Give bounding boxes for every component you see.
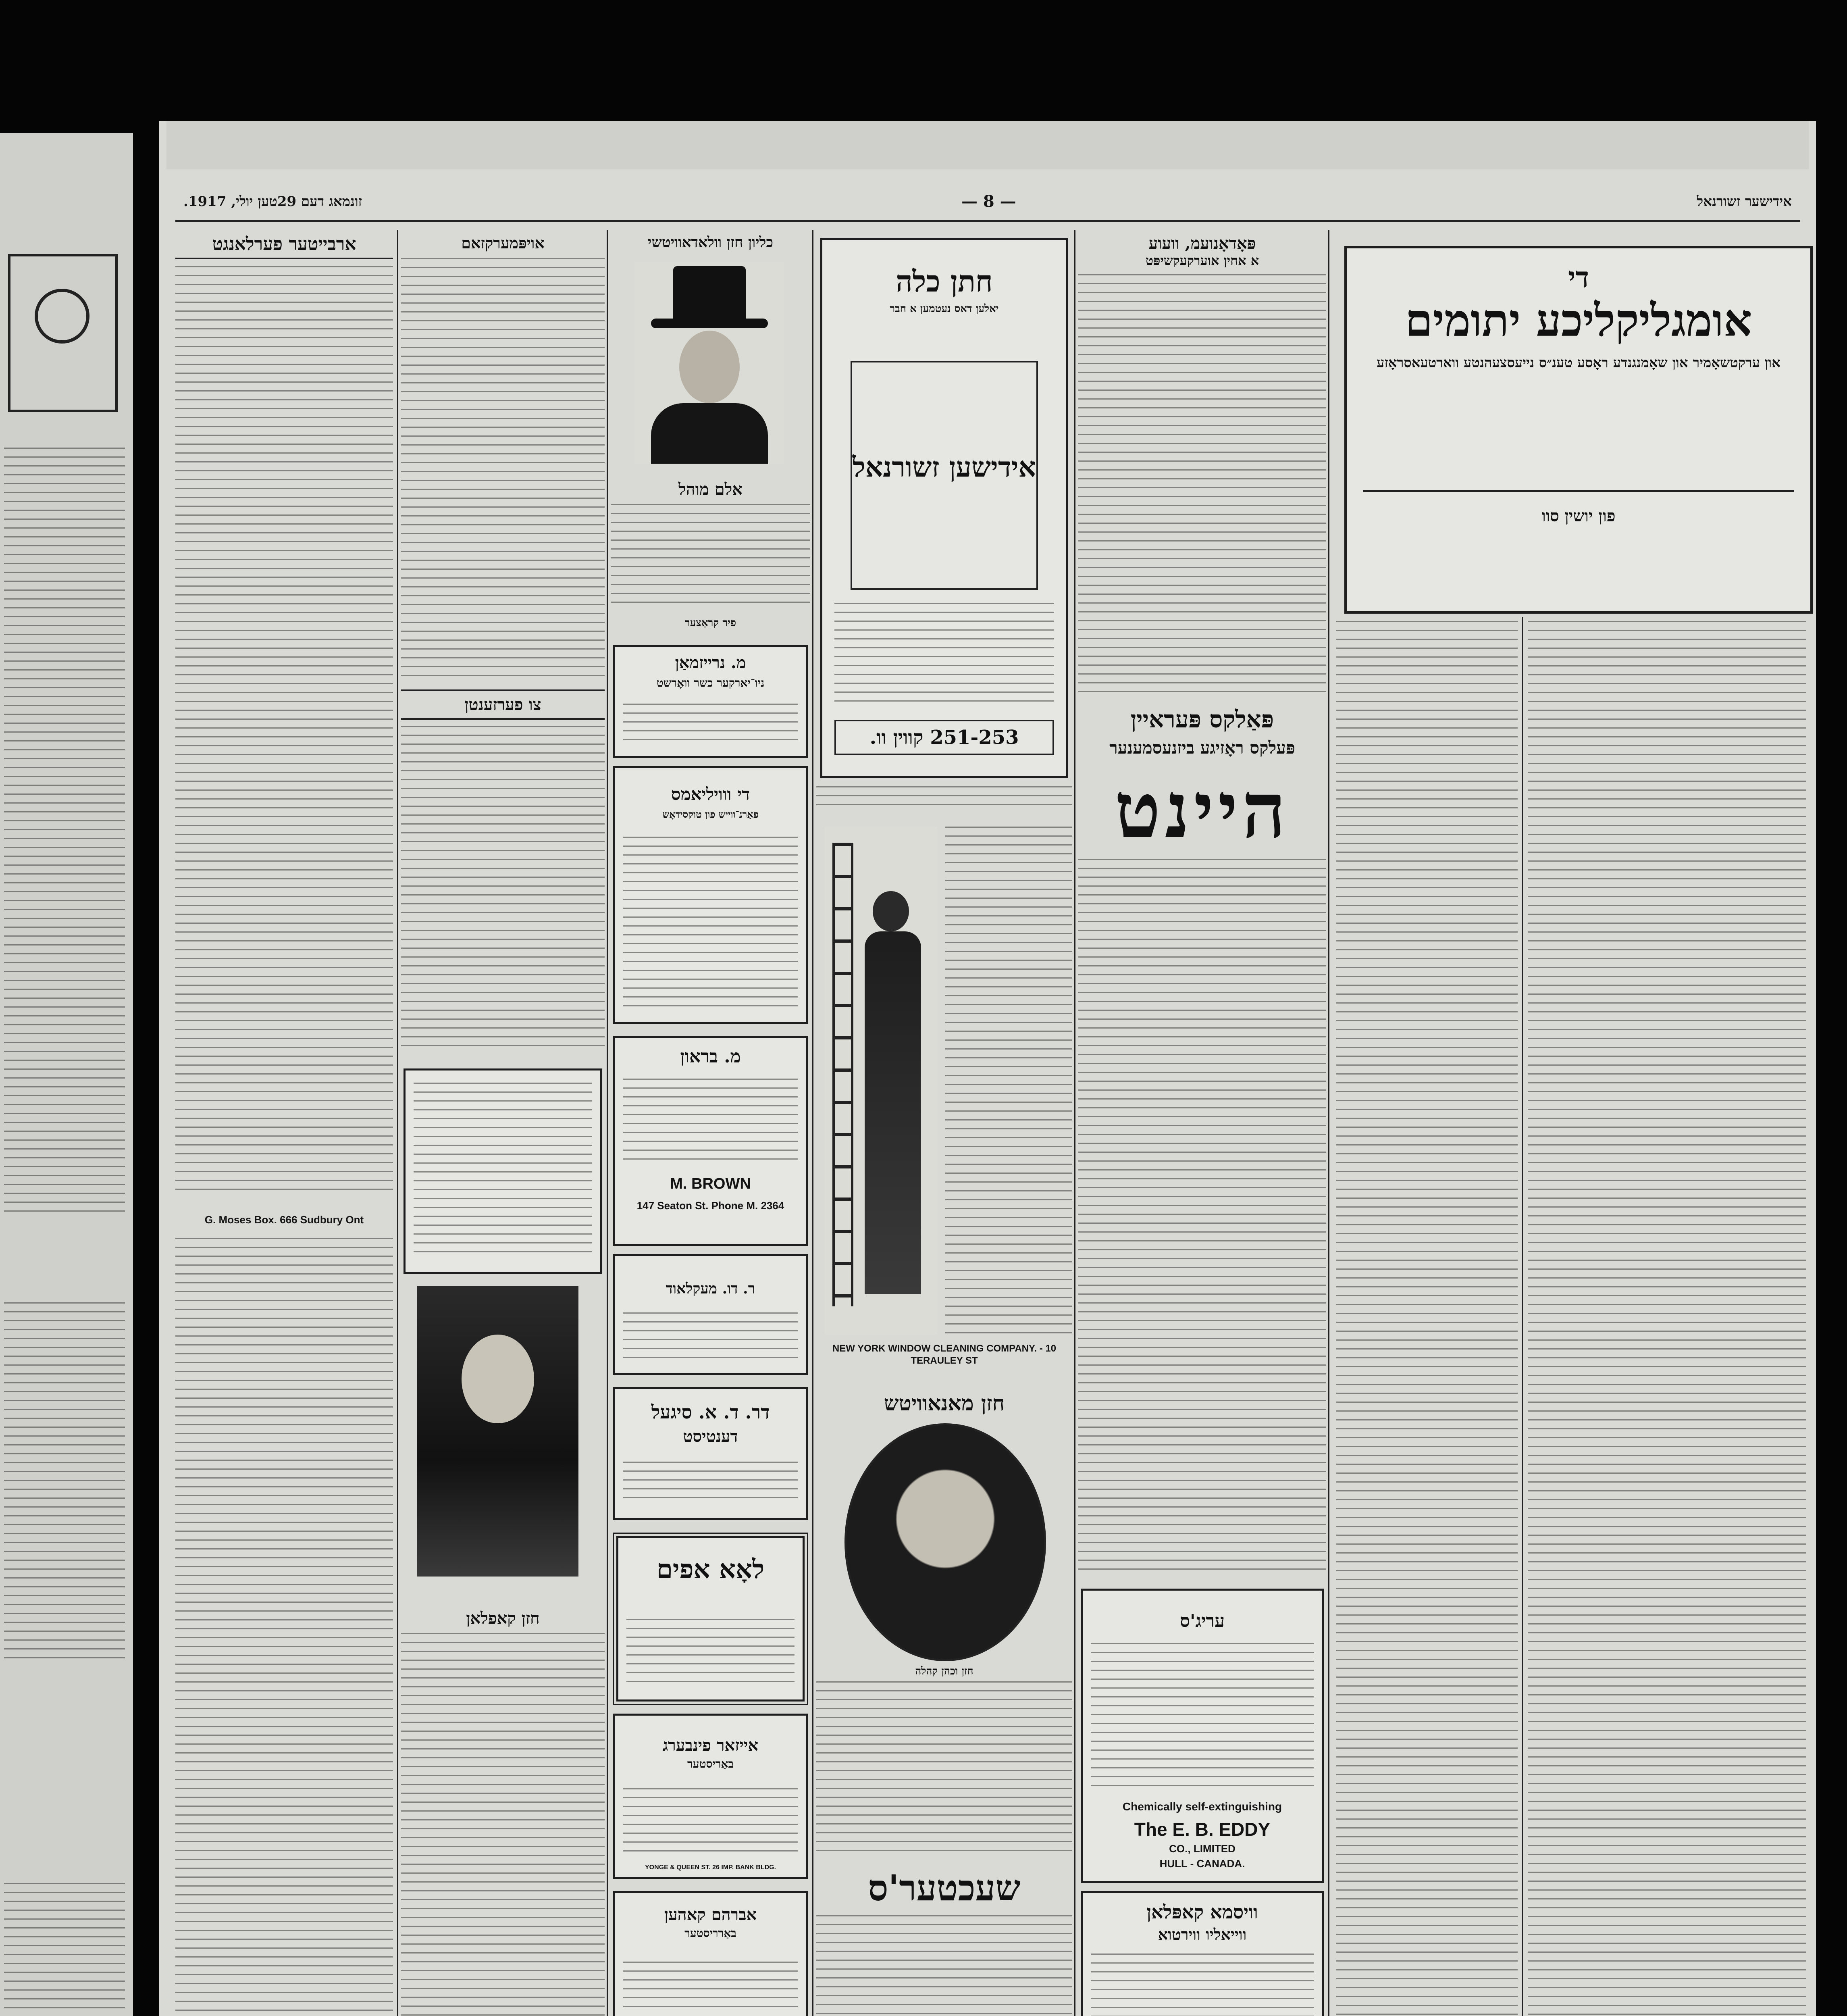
eddy-city: HULL - CANADA. [1159,1858,1245,1870]
shekter-heading: שעכטער'ס [868,1867,1021,1909]
portrait-face [462,1335,534,1423]
portrait-photo [417,1286,578,1577]
bridal-heading: חתן כלה [896,264,993,298]
cleveland-title: היינט [1114,765,1290,855]
dedication-line: פּעלקס ראָזיגע ביזנעסמענער [1109,738,1295,758]
finberg-ad [613,1714,808,1879]
siegel-name: דר. ד. א. סיגעל [651,1401,770,1423]
brown-english-name: M. BROWN [670,1175,751,1192]
finberg-address: YONGE & QUEEN ST. 26 IMP. BANK BLDG. [645,1864,776,1871]
journal-title: אידישען זשורנאל [852,451,1036,483]
lanfer-ad [616,1536,805,1702]
kosher-ad [613,645,808,758]
newspaper-page [159,121,1816,2016]
tophat-phone: פיר קראַצער [684,617,736,629]
cuisine-subheading: ווייאליו ווירטוא [1158,1925,1247,1943]
eddy-ad [1081,1589,1324,1883]
column-heading: פּאָדאָנועמ, וועוע [1148,234,1256,253]
williams-ad [613,766,808,1024]
journal-phone: 251-253 קווין וו. [834,720,1054,755]
siegel-title: דענטיסט [683,1427,738,1446]
masthead-page-number: — 8 — [961,192,1016,211]
hazan-heading: חזן מאנאוויטש [884,1391,1005,1416]
window-cleaner-illustration [824,827,937,1335]
tophat-header: כליון חזן וולאדאוויטשי [647,234,774,251]
column-divider [1522,617,1523,2016]
center-column [816,230,1072,2016]
opportunity-column [401,230,605,2016]
wanted-heading: צו פערזענטן [401,689,605,720]
mustached-face [679,331,740,403]
classifieds-column [175,230,393,2016]
orphans-heading-box [1344,246,1813,614]
tophat-column [611,230,810,2016]
ladder-icon [832,843,853,1306]
williams-desc: פאַרנ־ווייש פון טוקסידאָש [662,808,759,820]
brown-ad [613,1036,808,1246]
siegel-ad [613,1387,808,1520]
hazan-caption: חזן וכהן קהלה [915,1665,973,1677]
finberg-name: אייזאר פינבערג [662,1736,759,1755]
flower-ornament-icon [35,289,89,344]
eddy-limited: CO., LIMITED [1169,1843,1235,1855]
eddy-heading: עריג'ס [1179,1611,1225,1631]
hazan-oval-portrait [844,1423,1046,1661]
classified-heading: ארבייטער פערלאנגט [175,234,393,259]
journal-inner-box [851,361,1038,590]
cleveland-heading: פּאַלקס פּעראיין [1130,706,1274,733]
macleod-name: ר. דו. מעקלאוד [666,1280,755,1297]
kosher-desc: ניו־יארקער כשר וואָרשט [656,676,765,689]
brown-address: 147 Seaton St. Phone M. 2364 [636,1200,784,1212]
kahn-ad [613,1891,808,2016]
kosher-name: מ. נרייזמאַן [675,653,746,672]
top-hat-icon [673,266,746,323]
moses-ad-address: G. Moses Box. 666 Sudbury Ont [204,1214,364,1226]
tophat-man-illustration [635,262,784,464]
masthead-rule [175,220,1800,222]
eddy-subheading: Chemically self-extinguishing [1122,1800,1282,1813]
column-divider [397,230,398,2016]
bridal-subheading: יאלען דאס נעטמען א חבר [890,303,999,315]
left-adjacent-page [0,133,133,2016]
opportunity-heading: אויפּמערקזאם [461,234,545,252]
lanfer-name: לאָא אפים [656,1554,765,1585]
portrait-caption: חזן קאפלאן [466,1609,540,1628]
orphans-byline: פון יושין סוו [1541,506,1616,525]
column-divider [607,230,608,2016]
lanfer-heading [618,1538,803,1546]
column-divider [812,230,813,2016]
column-subheading: א אחין אוערקעקשיפּט [1145,253,1259,268]
orphans-subheadline: און ערקטשאָמיר און שאָמנגנדע ראָסע טענ״ס נייעסצעהנטע ווארטעאסראָזע [1377,355,1780,371]
journal-promo-box [820,238,1068,778]
cuisine-heading: וויסמא קאפּלאן [1146,1901,1258,1923]
fish-market-ad [404,1068,602,1274]
orphans-headline-small: די [1568,260,1589,294]
williams-name: די ווויליאמס [671,784,750,804]
orphans-headline: אומגליקליכע יתומים [1405,294,1752,346]
window-cleaning-company: NEW YORK WINDOW CLEANING COMPANY. - 10 TERAULEY ST [832,1343,1057,1366]
brown-hebrew-name: מ. בראון [680,1046,741,1067]
orphans-text-column-left [1336,621,1518,2016]
kahn-name: אברהם קאהען [664,1905,757,1924]
macleod-ad [613,1254,808,1375]
column-divider [1074,230,1075,2016]
cuisine-ad [1081,1891,1324,2016]
masthead [175,190,1800,214]
finberg-title: באַריסטער [687,1757,734,1770]
left-page-ornament-box [8,254,118,412]
cleveland-column [1078,230,1326,2016]
eddy-company-name: The E. B. EDDY [1134,1819,1271,1840]
kahn-title: באַרריסטער [684,1926,736,1940]
column-divider [1328,230,1329,2016]
masthead-title: אידישער זשורנאל [1697,194,1792,210]
orphans-text-column-right [1528,621,1806,2016]
masthead-date: זונמאג דעם 29טען יולי, 1917. [183,194,362,210]
tophat-caption: אלם מוהל [678,480,743,499]
